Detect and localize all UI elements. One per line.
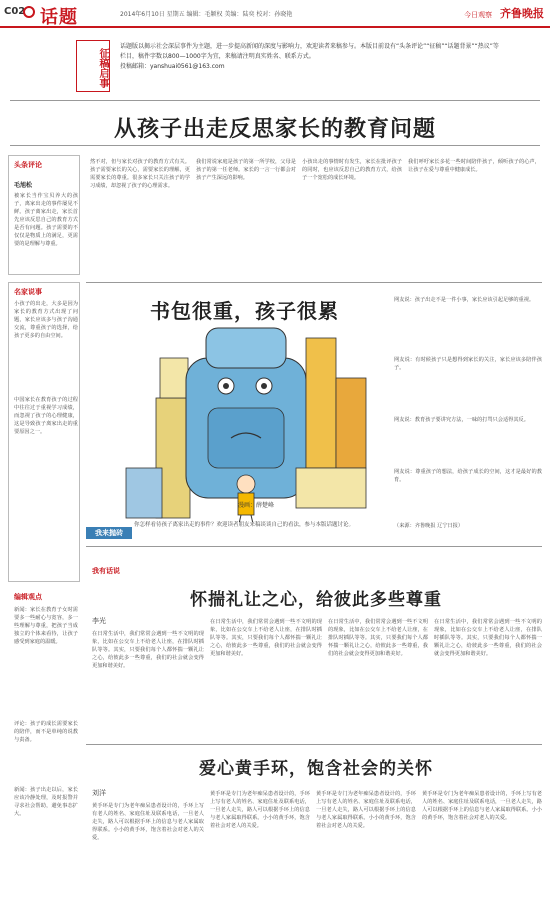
divider: [10, 145, 540, 146]
article-text: 我们常说家庭是孩子的第一所学校，父母是孩子的第一任老师。家长的一言一行都会对孩子产生深远的影响。: [196, 159, 296, 181]
story-headline: 怀揣礼让之心，给彼此多些尊重: [190, 590, 442, 610]
story-author: 刘洋: [92, 789, 106, 797]
article-text: 网友说：教育孩子要讲究方法，一味的打骂只会适得其反。: [394, 417, 529, 423]
divider: [86, 744, 542, 745]
article-text: 评论：孩子的成长需要家长的陪伴，而不是单纯的说教与责备。: [14, 721, 78, 743]
article-text: 新闻：家长在教育子女时需要多一些耐心与宽容，多一些理解与尊重，把孩子当成独立的个体来看待，让孩子感受到家庭的温暖。: [14, 607, 78, 645]
page-number: C02: [4, 6, 26, 17]
illustration-title: 书包很重，孩子很累: [150, 299, 339, 323]
story-author: 李光: [92, 617, 106, 625]
divider: [86, 282, 542, 283]
newspaper-brand: [464, 5, 544, 21]
discussion-badge: 我来抛砖: [86, 527, 132, 539]
notice-text: [120, 42, 500, 72]
article-text: 小孩子的出走，大多是因为家长的教育方式出现了问题，家长应该多与孩子沟通交流，尊重孩子的选择，给孩子更多的自由空间。: [14, 301, 78, 339]
article-text: 然不对，但与家长对孩子的教育方式有关。孩子需要家长的关心，需要家长的理解，更需要家长的尊重。很多家长只关注孩子的学习成绩，却忽视了孩子的心理需求。: [90, 159, 190, 189]
section-title: 话题: [40, 7, 78, 28]
column-label: 名家说事: [14, 288, 42, 296]
main-headline: 从孩子出走反思家长的教育问题: [113, 117, 436, 142]
notice-body: 话题版以揭示社会深层事件为主题，进一步提高新闻的深度与影响力，欢迎读者来稿参与。本版目前设有“头条评论”“征稿”“话题背景”“热议”等栏目，稿件字数以800—1000字为宜，来稿请注明真实姓名、联系方式。: [120, 43, 499, 60]
section-circle-icon: [23, 6, 35, 18]
divider: [86, 546, 542, 547]
article-text: 网友说：孩子出走不是一件小事，家长应该引起足够的重视。: [394, 297, 535, 303]
article-text: 小孩出走的事情时有发生，家长在批评孩子的同时，也应该反思自己的教育方式，给孩子一个宽松的成长环境。: [302, 159, 402, 181]
article-text: 新闻：孩子出走以后，家长应该冷静处理，及时报警并寻求社会帮助，避免事态扩大。: [14, 787, 78, 817]
article-text: 黄手环是专门为老年痴呆患者设计的，手环上写有老人的姓名、家庭住址及联系电话，一旦老人走失，路人可以根据手环上的信息与老人家属取得联系。小小的黄手环，饱含着社会对老人的关爱。: [316, 791, 416, 829]
source-note: （来源：齐鲁晚报 辽宁日报）: [394, 523, 464, 529]
article-text: 在日常生活中，我们常常会遇到一些不文明的现象，比如在公交车上不给老人让座，在排队时插队等等。其实，只要我们每个人都怀揣一颗礼让之心，给彼此多一些尊重，我们的社会就会变得更加和谐美好。: [434, 619, 542, 657]
story-tag: 我有话说: [92, 567, 120, 575]
column-label: 编辑观点: [14, 593, 42, 601]
divider: [10, 100, 540, 101]
article-text: 网友说：尊重孩子的想法，给孩子成长的空间，这才是最好的教育。: [394, 469, 542, 483]
article-text: 黄手环是专门为老年痴呆患者设计的，手环上写有老人的姓名、家庭住址及联系电话，一旦老人走失，路人可以根据手环上的信息与老人家属取得联系。小小的黄手环，饱含着社会对老人的关爱。: [92, 803, 204, 841]
story-headline: 爱心黄手环，饱含社会的关怀: [199, 759, 433, 779]
brand-name: 齐鲁晚报: [500, 7, 544, 20]
call-for-papers: [80, 42, 500, 90]
article-text: 黄手环是专门为老年痴呆患者设计的，手环上写有老人的姓名、家庭住址及联系电话，一旦老人走失，路人可以根据手环上的信息与老人家属取得联系。小小的黄手环，饱含着社会对老人的关爱。: [210, 791, 310, 829]
notice-contact: 投稿邮箱：yanshuai0561@163.com: [120, 63, 225, 70]
discussion-prompt: 你怎样看待孩子离家出走的事件？欢迎读者朋友来稿谈谈自己的看法，参与本版话题讨论。: [134, 522, 355, 528]
article-text: 我们呼吁家长多花一些时间陪伴孩子，倾听孩子的心声，让孩子在爱与尊重中健康成长。: [408, 159, 540, 173]
brand-subtitle: 今日观察: [464, 11, 493, 19]
article-text: 在日常生活中，我们常常会遇到一些不文明的现象，比如在公交车上不给老人让座，在排队时插队等等。其实，只要我们每个人都怀揣一颗礼让之心，给彼此多一些尊重，我们的社会就会变得更加和谐美好。: [328, 619, 428, 657]
article-text: 网友说：有时候孩子只是想得到家长的关注，家长应该多陪伴孩子。: [394, 357, 542, 371]
article-text: 在日常生活中，我们常常会遇到一些不文明的现象，比如在公交车上不给老人让座，在排队时插队等等。其实，只要我们每个人都怀揣一颗礼让之心，给彼此多一些尊重，我们的社会就会变得更加和谐美好。: [92, 631, 204, 669]
issue-meta: 2014年6月10日 星期五 编辑：毛颖权 美编：陆奕 校对：孙晓艳: [120, 11, 293, 18]
article-text: 中国家长在教育孩子的过程中往往过于重视学习成绩，而忽视了孩子的心理健康，这是导致孩子离家出走的重要原因之一。: [14, 397, 78, 435]
article-text: 黄手环是专门为老年痴呆患者设计的，手环上写有老人的姓名、家庭住址及联系电话，一旦老人走失，路人可以根据手环上的信息与老人家属取得联系。小小的黄手环，饱含着社会对老人的关爱。: [422, 791, 542, 821]
article-text: 在日常生活中，我们常常会遇到一些不文明的现象，比如在公交车上不给老人让座，在排队时插队等等。其实，只要我们每个人都怀揣一颗礼让之心，给彼此多一些尊重，我们的社会就会变得更加和谐美好。: [210, 619, 322, 657]
author-name: 毛旭松: [14, 182, 33, 189]
article-text: 被家长当作宝贝养大的孩子，离家出走的事件屡见不鲜。孩子离家出走，家长首先应该反思自己的教育方式是否有问题。孩子需要的不仅仅是物质上的满足，更需要的是理解与尊重。: [14, 193, 78, 247]
page-header: [0, 0, 550, 28]
illustration-caption: 漫画：薛楚峰: [238, 502, 275, 509]
column-label: 头条评论: [14, 161, 42, 169]
backpack-illustration: [86, 288, 388, 538]
notice-tag: 征稿启事: [76, 40, 110, 92]
